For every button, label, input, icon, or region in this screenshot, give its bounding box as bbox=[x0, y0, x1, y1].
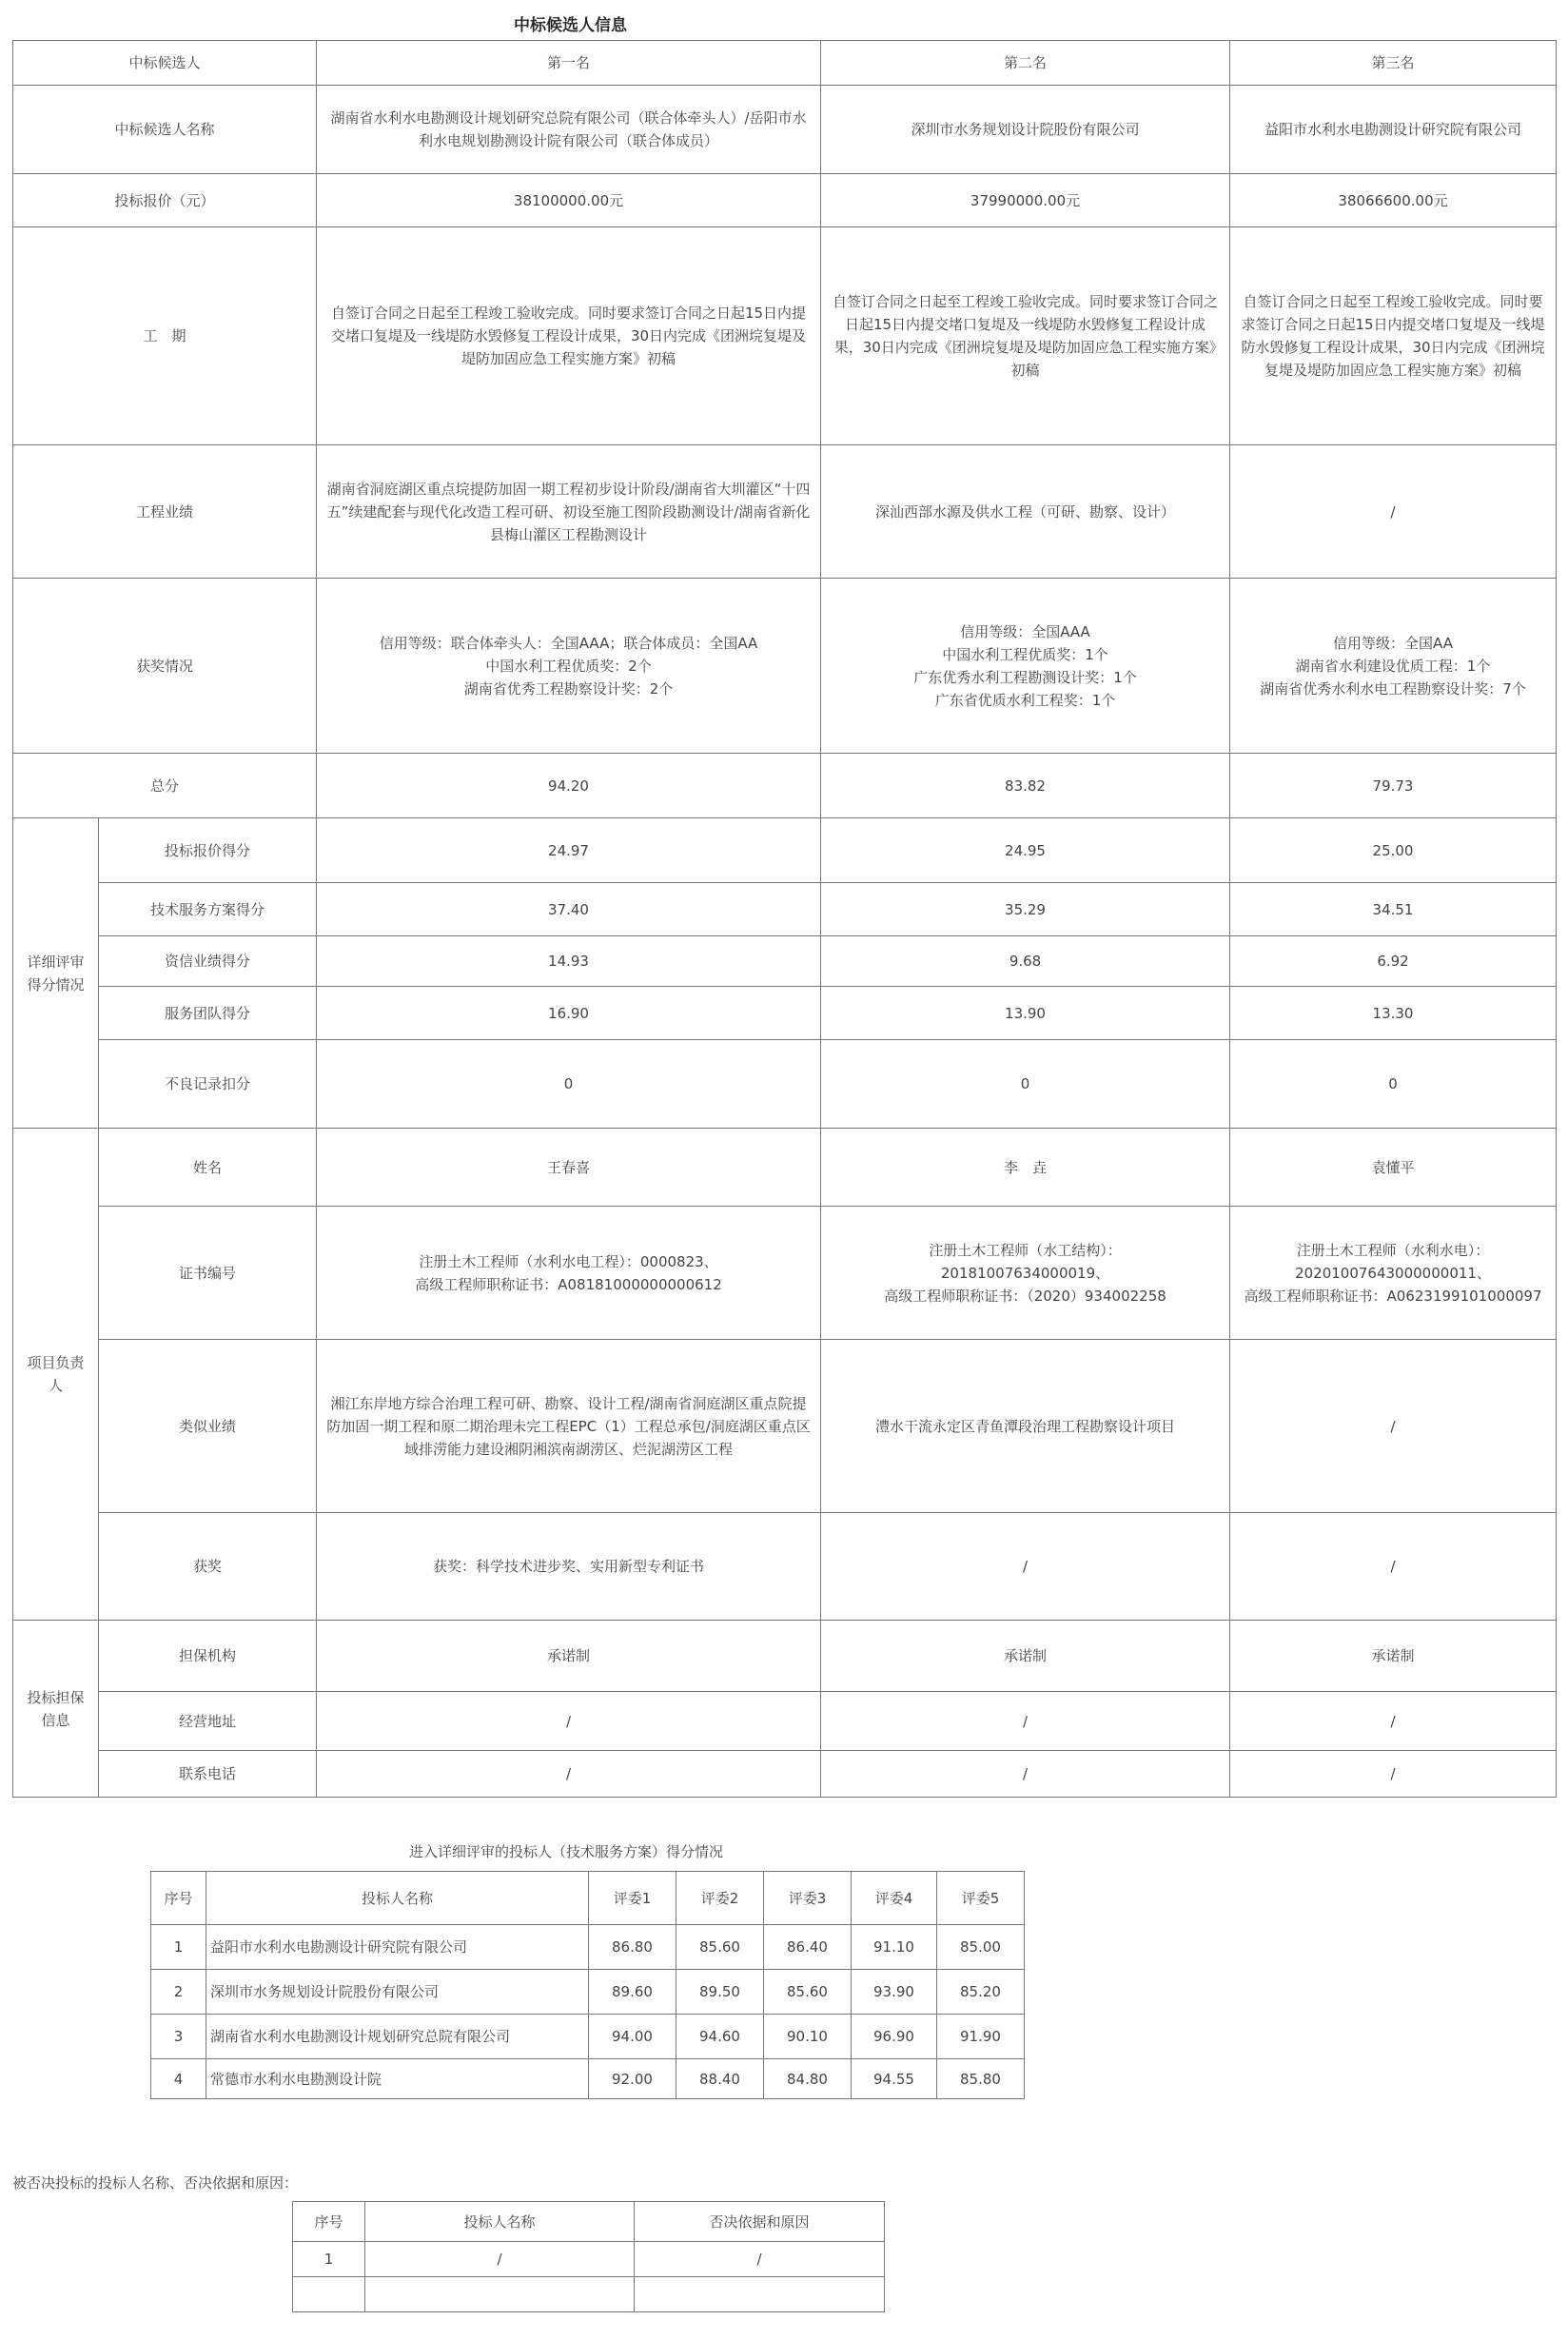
table-row bbox=[293, 2242, 885, 2277]
cell: 益阳市水利水电勘测设计研究院有限公司 bbox=[1230, 86, 1557, 174]
cell: 2 bbox=[151, 1970, 206, 2015]
cell: 38066600.00元 bbox=[1230, 174, 1557, 227]
cell: 王春喜 bbox=[317, 1129, 821, 1207]
cell: 34.51 bbox=[1230, 883, 1557, 936]
cell: 深汕西部水源及供水工程（可研、勘察、设计） bbox=[821, 445, 1230, 579]
cell: 湖南省水利水电勘测设计规划研究总院有限公司 bbox=[206, 2015, 589, 2059]
guarantee-row bbox=[13, 1621, 1557, 1692]
cell: 13.90 bbox=[821, 987, 1230, 1040]
row-label: 资信业绩得分 bbox=[99, 936, 317, 987]
header-label: 中标候选人 bbox=[13, 41, 317, 86]
cell: / bbox=[821, 1692, 1230, 1751]
cell: / bbox=[1230, 1340, 1557, 1513]
detail-row bbox=[13, 936, 1557, 987]
cell: 85.60 bbox=[764, 1970, 852, 2015]
page-title: 中标候选人信息 bbox=[514, 16, 627, 35]
cell bbox=[293, 2277, 365, 2312]
rejected-bidders-table bbox=[292, 2201, 885, 2312]
cell: 信用等级：联合体牵头人：全国AAA；联合体成员：全国AA 中国水利工程优质奖：2个 湖南省优秀工程勘察设计奖：2个 bbox=[317, 579, 821, 754]
performance-row bbox=[13, 445, 1557, 579]
cell: 常德市水利水电勘测设计院 bbox=[206, 2059, 589, 2099]
row-label: 联系电话 bbox=[99, 1751, 317, 1798]
cell: 注册土木工程师（水利水电工程）：0000823、 高级工程师职称证书：A08181000000000612 bbox=[317, 1207, 821, 1340]
cell: / bbox=[635, 2242, 885, 2277]
cell: 注册土木工程师（水工结构）： 20181007634000019、 高级工程师职称证书：（2020）934002258 bbox=[821, 1207, 1230, 1340]
rejected-bidders-label: 被否决投标的投标人名称、否决依据和原因： bbox=[12, 2174, 299, 2192]
group-label-pm: 项目负责人 bbox=[13, 1129, 99, 1621]
cell: 3 bbox=[151, 2015, 206, 2059]
bid-price-row bbox=[13, 174, 1557, 227]
detail-row bbox=[13, 987, 1557, 1040]
group-label-detail: 详细评审得分情况 bbox=[13, 818, 99, 1129]
cell: 85.20 bbox=[937, 1970, 1025, 2015]
cell: 李 垚 bbox=[821, 1129, 1230, 1207]
cell: 84.80 bbox=[764, 2059, 852, 2099]
col-header: 投标人名称 bbox=[206, 1872, 589, 1925]
cell: 自签订合同之日起至工程竣工验收完成。同时要求签订合同之日起15日内提交堵口复堤及一线堤防水毁修复工程设计成果，30日内完成《团洲垸复堤及堤防加固应急工程实施方案》初稿 bbox=[317, 227, 821, 445]
detail-row bbox=[13, 883, 1557, 936]
cell: / bbox=[821, 1513, 1230, 1621]
cell: 86.80 bbox=[589, 1925, 676, 1970]
cell: 88.40 bbox=[676, 2059, 764, 2099]
cell: 79.73 bbox=[1230, 754, 1557, 818]
table-row bbox=[151, 1925, 1025, 1970]
cell: 1 bbox=[293, 2242, 365, 2277]
row-label: 不良记录扣分 bbox=[99, 1040, 317, 1129]
cell: 35.29 bbox=[821, 883, 1230, 936]
cell: 83.82 bbox=[821, 754, 1230, 818]
group-label-guarantee: 投标担保信息 bbox=[13, 1621, 99, 1798]
cell: 24.97 bbox=[317, 818, 821, 883]
cell: 16.90 bbox=[317, 987, 821, 1040]
cell: 38100000.00元 bbox=[317, 174, 821, 227]
cell: 自签订合同之日起至工程竣工验收完成。同时要求签订合同之日起15日内提交堵口复堤及一线堤防水毁修复工程设计成果，30日内完成《团洲垸复堤及堤防加固应急工程实施方案》初稿 bbox=[821, 227, 1230, 445]
cell: 96.90 bbox=[852, 2015, 937, 2059]
cell: 湖南省洞庭湖区重点垸提防加固一期工程初步设计阶段/湖南省大圳灌区“十四五”续建配套与现代化改造工程可研、初设至施工图阶段勘测设计/湖南省新化县梅山灌区工程勘测设计 bbox=[317, 445, 821, 579]
cell: 14.93 bbox=[317, 936, 821, 987]
col-header: 评委4 bbox=[852, 1872, 937, 1925]
cell: 91.10 bbox=[852, 1925, 937, 1970]
col-header: 序号 bbox=[293, 2202, 365, 2242]
cell: / bbox=[1230, 445, 1557, 579]
cell: 信用等级：全国AA 湖南省水利建设优质工程：1个 湖南省优秀水利水电工程勘察设计奖：7个 bbox=[1230, 579, 1557, 754]
total-score-row bbox=[13, 754, 1557, 818]
cell: 1 bbox=[151, 1925, 206, 1970]
row-label: 获奖 bbox=[99, 1513, 317, 1621]
cell: 益阳市水利水电勘测设计研究院有限公司 bbox=[206, 1925, 589, 1970]
row-label: 经营地址 bbox=[99, 1692, 317, 1751]
guarantee-row bbox=[13, 1692, 1557, 1751]
col-header: 评委1 bbox=[589, 1872, 676, 1925]
row-label: 总分 bbox=[13, 754, 317, 818]
cell: / bbox=[1230, 1751, 1557, 1798]
row-label: 服务团队得分 bbox=[99, 987, 317, 1040]
score-table-caption: 进入详细评审的投标人（技术服务方案）得分情况 bbox=[409, 1843, 724, 1860]
cell: 24.95 bbox=[821, 818, 1230, 883]
row-label: 中标候选人名称 bbox=[13, 86, 317, 174]
cell: 0 bbox=[1230, 1040, 1557, 1129]
cell: 承诺制 bbox=[317, 1621, 821, 1692]
tech-score-table bbox=[150, 1871, 1025, 2099]
col-header: 序号 bbox=[151, 1872, 206, 1925]
cell bbox=[365, 2277, 635, 2312]
cell: 深圳市水务规划设计院股份有限公司 bbox=[821, 86, 1230, 174]
cell: 94.55 bbox=[852, 2059, 937, 2099]
cell: 承诺制 bbox=[1230, 1621, 1557, 1692]
table-header-row bbox=[151, 1872, 1025, 1925]
cell: 获奖：科学技术进步奖、实用新型专利证书 bbox=[317, 1513, 821, 1621]
pm-name-row bbox=[13, 1129, 1557, 1207]
cell: 承诺制 bbox=[821, 1621, 1230, 1692]
col-header: 评委5 bbox=[937, 1872, 1025, 1925]
cell: 37.40 bbox=[317, 883, 821, 936]
col-header: 评委3 bbox=[764, 1872, 852, 1925]
row-label: 工程业绩 bbox=[13, 445, 317, 579]
cell: / bbox=[821, 1751, 1230, 1798]
cell: 91.90 bbox=[937, 2015, 1025, 2059]
col-header: 否决依据和原因 bbox=[635, 2202, 885, 2242]
table-row bbox=[151, 2015, 1025, 2059]
cell: 86.40 bbox=[764, 1925, 852, 1970]
row-label: 证书编号 bbox=[99, 1207, 317, 1340]
cell: 湘江东岸地方综合治理工程可研、勘察、设计工程/湖南省洞庭湖区重点院提防加固一期工程和原二期治理未完工程EPC（1）工程总承包/洞庭湖区重点区域排涝能力建设湘阴湘滨南湖涝区、烂泥湖涝区工程 bbox=[317, 1340, 821, 1513]
cell: / bbox=[365, 2242, 635, 2277]
pm-cert-row bbox=[13, 1207, 1557, 1340]
header-rank-1: 第一名 bbox=[317, 41, 821, 86]
cell: 94.00 bbox=[589, 2015, 676, 2059]
period-row bbox=[13, 227, 1557, 445]
row-label: 姓名 bbox=[99, 1129, 317, 1207]
cell: 85.80 bbox=[937, 2059, 1025, 2099]
table-row bbox=[151, 2059, 1025, 2099]
cell: 92.00 bbox=[589, 2059, 676, 2099]
cell: 澧水干流永定区青鱼潭段治理工程勘察设计项目 bbox=[821, 1340, 1230, 1513]
cell: 9.68 bbox=[821, 936, 1230, 987]
cell: / bbox=[1230, 1692, 1557, 1751]
col-header: 投标人名称 bbox=[365, 2202, 635, 2242]
detail-row bbox=[13, 818, 1557, 883]
cell: 4 bbox=[151, 2059, 206, 2099]
cell: 89.50 bbox=[676, 1970, 764, 2015]
cell: 89.60 bbox=[589, 1970, 676, 2015]
row-label: 投标报价（元） bbox=[13, 174, 317, 227]
candidate-info-table bbox=[12, 40, 1557, 1798]
cell: 湖南省水利水电勘测设计规划研究总院有限公司（联合体牵头人）/岳阳市水利水电规划勘测设计院有限公司（联合体成员） bbox=[317, 86, 821, 174]
cell: 信用等级：全国AAA 中国水利工程优质奖：1个 广东优秀水利工程勘测设计奖：1个 广东省优质水利工程奖：1个 bbox=[821, 579, 1230, 754]
header-rank-3: 第三名 bbox=[1230, 41, 1557, 86]
cell: 94.20 bbox=[317, 754, 821, 818]
cell: 0 bbox=[821, 1040, 1230, 1129]
cell: 94.60 bbox=[676, 2015, 764, 2059]
header-row bbox=[13, 41, 1557, 86]
cell: 0 bbox=[317, 1040, 821, 1129]
cell bbox=[635, 2277, 885, 2312]
cell: 袁懂平 bbox=[1230, 1129, 1557, 1207]
pm-similar-row bbox=[13, 1340, 1557, 1513]
pm-award-row bbox=[13, 1513, 1557, 1621]
cell: 85.60 bbox=[676, 1925, 764, 1970]
cell: 13.30 bbox=[1230, 987, 1557, 1040]
awards-row bbox=[13, 579, 1557, 754]
cell: / bbox=[317, 1751, 821, 1798]
candidate-name-row bbox=[13, 86, 1557, 174]
row-label: 技术服务方案得分 bbox=[99, 883, 317, 936]
cell: 37990000.00元 bbox=[821, 174, 1230, 227]
table-row bbox=[293, 2277, 885, 2312]
guarantee-row bbox=[13, 1751, 1557, 1798]
row-label: 工 期 bbox=[13, 227, 317, 445]
table-header-row bbox=[293, 2202, 885, 2242]
cell: 90.10 bbox=[764, 2015, 852, 2059]
cell: 注册土木工程师（水利水电）： 20201007643000000011、 高级工程师职称证书：A0623199101000097 bbox=[1230, 1207, 1557, 1340]
col-header: 评委2 bbox=[676, 1872, 764, 1925]
cell: 25.00 bbox=[1230, 818, 1557, 883]
cell: 85.00 bbox=[937, 1925, 1025, 1970]
cell: 深圳市水务规划设计院股份有限公司 bbox=[206, 1970, 589, 2015]
row-label: 担保机构 bbox=[99, 1621, 317, 1692]
detail-row bbox=[13, 1040, 1557, 1129]
row-label: 类似业绩 bbox=[99, 1340, 317, 1513]
cell: / bbox=[317, 1692, 821, 1751]
cell: 自签订合同之日起至工程竣工验收完成。同时要求签订合同之日起15日内提交堵口复堤及一线堤防水毁修复工程设计成果，30日内完成《团洲垸复堤及堤防加固应急工程实施方案》初稿 bbox=[1230, 227, 1557, 445]
cell: 93.90 bbox=[852, 1970, 937, 2015]
row-label: 获奖情况 bbox=[13, 579, 317, 754]
header-rank-2: 第二名 bbox=[821, 41, 1230, 86]
cell: 6.92 bbox=[1230, 936, 1557, 987]
cell: / bbox=[1230, 1513, 1557, 1621]
table-row bbox=[151, 1970, 1025, 2015]
row-label: 投标报价得分 bbox=[99, 818, 317, 883]
